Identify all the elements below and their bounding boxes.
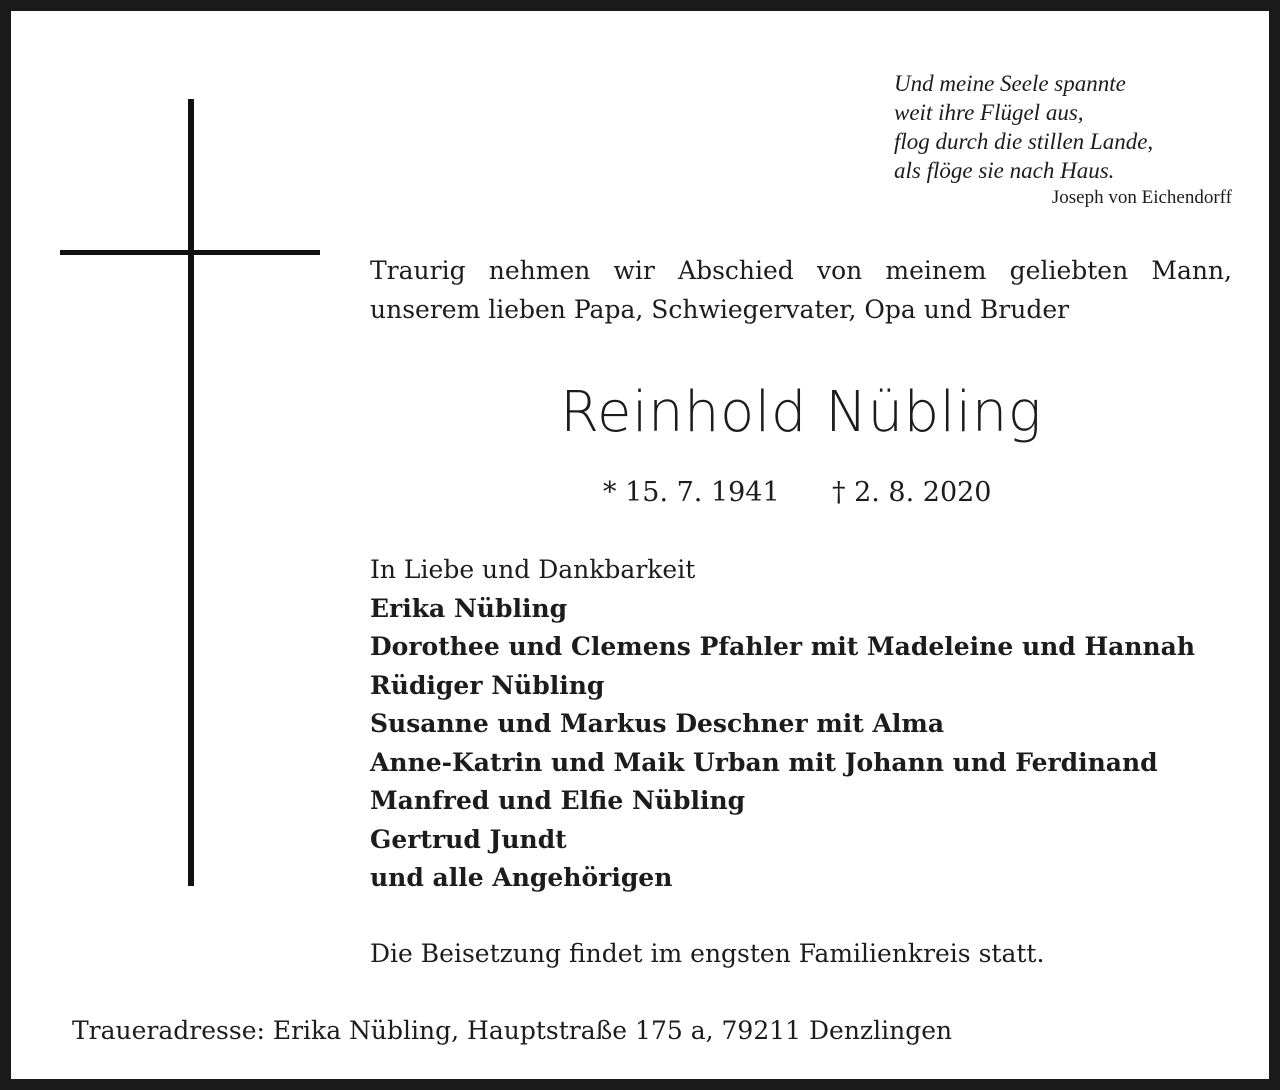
burial-note: Die Beisetzung findet im engsten Familienkreis statt. — [370, 939, 1045, 968]
poem-quote — [894, 69, 1234, 211]
poem-line: Und meine Seele spannte — [894, 71, 1126, 96]
mourner-name: Dorothee und Clemens Pfahler mit Madeleine und Hannah — [370, 632, 1196, 661]
mourner-name: Erika Nübling — [370, 593, 568, 623]
mourner-name: Susanne und Markus Deschner mit Alma — [370, 709, 945, 738]
mourner-name: Gertrud Jundt — [370, 824, 567, 854]
poem-line: flog durch die stillen Lande, — [894, 129, 1154, 154]
death-date: † 2. 8. 2020 — [832, 477, 992, 508]
birth-date: * 15. 7. 1941 — [603, 477, 780, 508]
intro-line: Traurig nehmen wir Abschied von meinem geliebten Mann, — [370, 256, 1232, 285]
mourner-name: und alle Angehörigen — [370, 863, 673, 892]
deceased-name: Reinhold Nübling — [560, 380, 1042, 445]
mourner-name: Rüdiger Nübling — [370, 670, 605, 700]
poem-line: weit ihre Flügel aus, — [894, 100, 1084, 125]
mourner-name: Anne-Katrin und Maik Urban mit Johann und Ferdinand — [370, 747, 1158, 777]
poem-line: als flöge sie nach Haus. — [894, 158, 1115, 183]
poem-author: Joseph von Eichendorff — [1051, 187, 1232, 208]
intro-line: unserem lieben Papa, Schwiegervater, Opa und Bruder — [370, 295, 1070, 324]
mourning-address: Traueradresse: Erika Nübling, Hauptstraße 175 a, 79211 Denzlingen — [72, 1016, 953, 1045]
mourners-list — [370, 551, 1250, 898]
cross-icon-crossbar — [60, 250, 320, 255]
mourners-intro: In Liebe und Dankbarkeit — [370, 555, 696, 584]
cross-icon — [188, 99, 194, 886]
mourner-name: Manfred und Elfie Nübling — [370, 786, 746, 815]
intro-text — [370, 251, 1232, 329]
